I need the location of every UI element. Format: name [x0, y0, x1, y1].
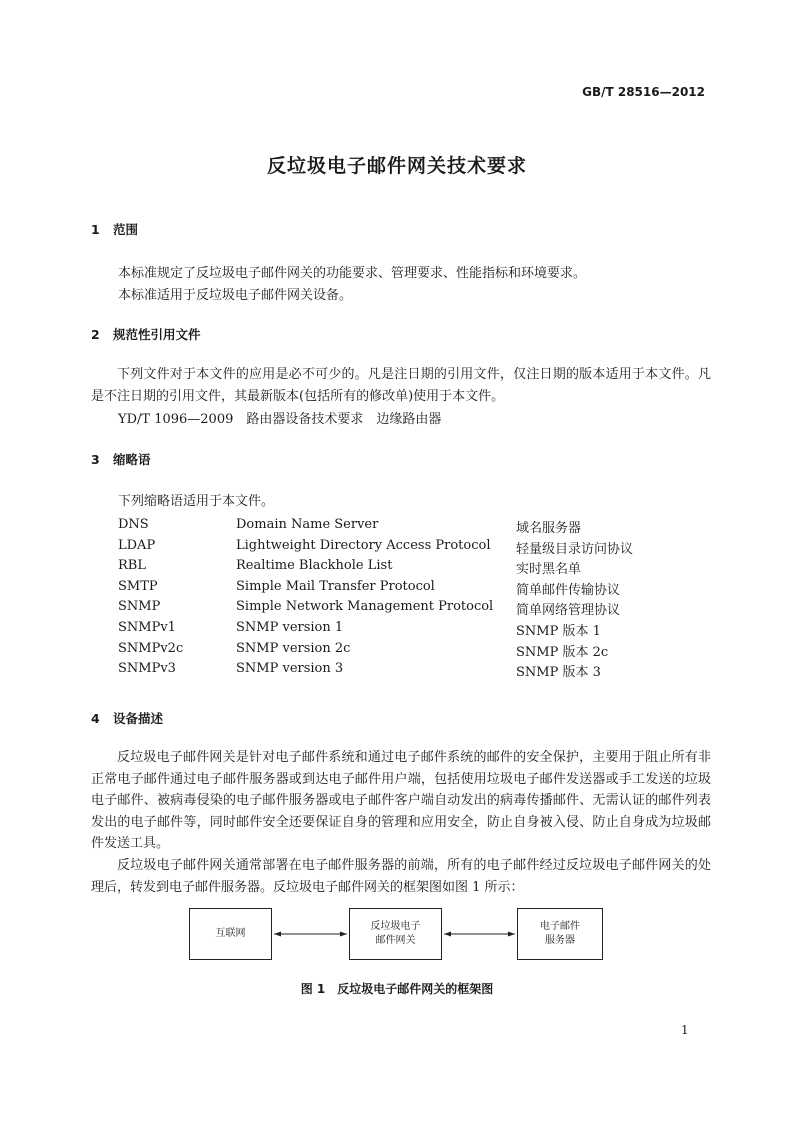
normative-reference: YD/T 1096—2009 路由器设备技术要求 边缘路由器 — [118, 412, 442, 427]
abbreviation-chinese: SNMP 版本 1 — [516, 624, 601, 639]
document-title: 反垃圾电子邮件网关技术要求 — [266, 155, 527, 177]
section-number: 3 — [91, 452, 100, 467]
section-number: 4 — [91, 711, 100, 726]
standard-number: GB/T 28516—2012 — [582, 85, 705, 99]
section-title: 设备描述 — [113, 711, 164, 726]
box-label: 邮件网关 — [375, 935, 416, 946]
abbreviation-term: SNMPv2c — [118, 640, 184, 656]
section-title: 缩略语 — [113, 452, 151, 467]
abbreviation-term: LDAP — [118, 537, 156, 553]
abbreviation-full-name: Simple Network Management Protocol — [236, 599, 494, 615]
paragraph-line: 下列缩略语适用于本文件。 — [118, 494, 275, 509]
abbreviation-term: SNMPv3 — [118, 661, 176, 677]
abbreviation-term: SNMPv1 — [118, 620, 176, 635]
paragraph-text: 反垃圾电子邮件网关通常部署在电子邮件服务器的前端，所有的电子邮件经过反垃圾电子邮件网关的处理后，转发到电子邮件服务器。反垃圾电子邮件网关的框架图如图 1 所示： — [91, 857, 711, 895]
paragraph-text: 下列文件对于本文件的应用是必不可少的。凡是注日期的引用文件，仅注日期的版本适用于本文件。凡是不注日期的引用文件，其最新版本(包括所有的修改单)使用于本文件。 — [91, 367, 711, 404]
paragraph-text: 反垃圾电子邮件网关是针对电子邮件系统和通过电子邮件系统的邮件的安全保护，主要用于阻止所有非正常电子邮件通过电子邮件服务器或到达电子邮件用户端，包括使用垃圾电子邮件发送器或手工发送的垃圾电子邮件、被病毒侵染的电子邮件服务器或电子邮件客户端自动发出的病毒传播邮件、无需认证的邮件列表发出的电子邮件等，同时邮件安全还要保证自身的管理和应用安全，防止自身被入侵、防止自身成为垃圾邮件发送工具。 — [91, 750, 711, 852]
section-title: 规范性引用文件 — [113, 327, 201, 342]
abbreviation-chinese: SNMP 版本 3 — [516, 665, 601, 681]
abbreviation-chinese: 简单网络管理协议 — [516, 603, 621, 619]
page-number: 1 — [681, 1023, 689, 1037]
figure-caption: 图 1 反垃圾电子邮件网关的框架图 — [300, 982, 494, 996]
section-title: 范围 — [113, 222, 139, 237]
abbreviation-full-name: Lightweight Directory Access Protocol — [236, 537, 491, 553]
abbreviation-term: DNS — [118, 517, 149, 532]
box-label: 互联网 — [215, 928, 246, 939]
abbreviation-chinese: 简单邮件传输协议 — [516, 582, 621, 598]
abbreviation-term: SMTP — [118, 578, 158, 594]
abbreviation-full-name: SNMP version 3 — [236, 661, 344, 677]
abbreviation-full-name: Simple Mail Transfer Protocol — [236, 578, 435, 594]
box-label: 反垃圾电子 — [370, 921, 421, 932]
abbreviation-full-name: SNMP version 1 — [236, 620, 344, 635]
abbreviation-chinese: 域名服务器 — [516, 521, 582, 536]
abbreviation-term: RBL — [118, 558, 146, 574]
abbreviation-term: SNMP — [118, 599, 161, 615]
box-label: 服务器 — [545, 935, 575, 946]
abbreviation-chinese: 轻量级目录访问协议 — [516, 541, 634, 557]
abbreviation-full-name: Domain Name Server — [236, 517, 379, 532]
abbreviation-full-name: SNMP version 2c — [236, 640, 351, 656]
paragraph-line: 本标准规定了反垃圾电子邮件网关的功能要求、管理要求、性能指标和环境要求。 — [118, 266, 587, 281]
abbreviation-chinese: 实时黑名单 — [516, 562, 582, 578]
section-number: 1 — [91, 222, 100, 237]
abbreviation-chinese: SNMP 版本 2c — [516, 644, 609, 660]
abbreviation-full-name: Realtime Blackhole List — [236, 558, 393, 574]
section-number: 2 — [91, 327, 100, 342]
box-label: 电子邮件 — [540, 921, 580, 932]
paragraph-line: 本标准适用于反垃圾电子邮件网关设备。 — [118, 288, 353, 303]
